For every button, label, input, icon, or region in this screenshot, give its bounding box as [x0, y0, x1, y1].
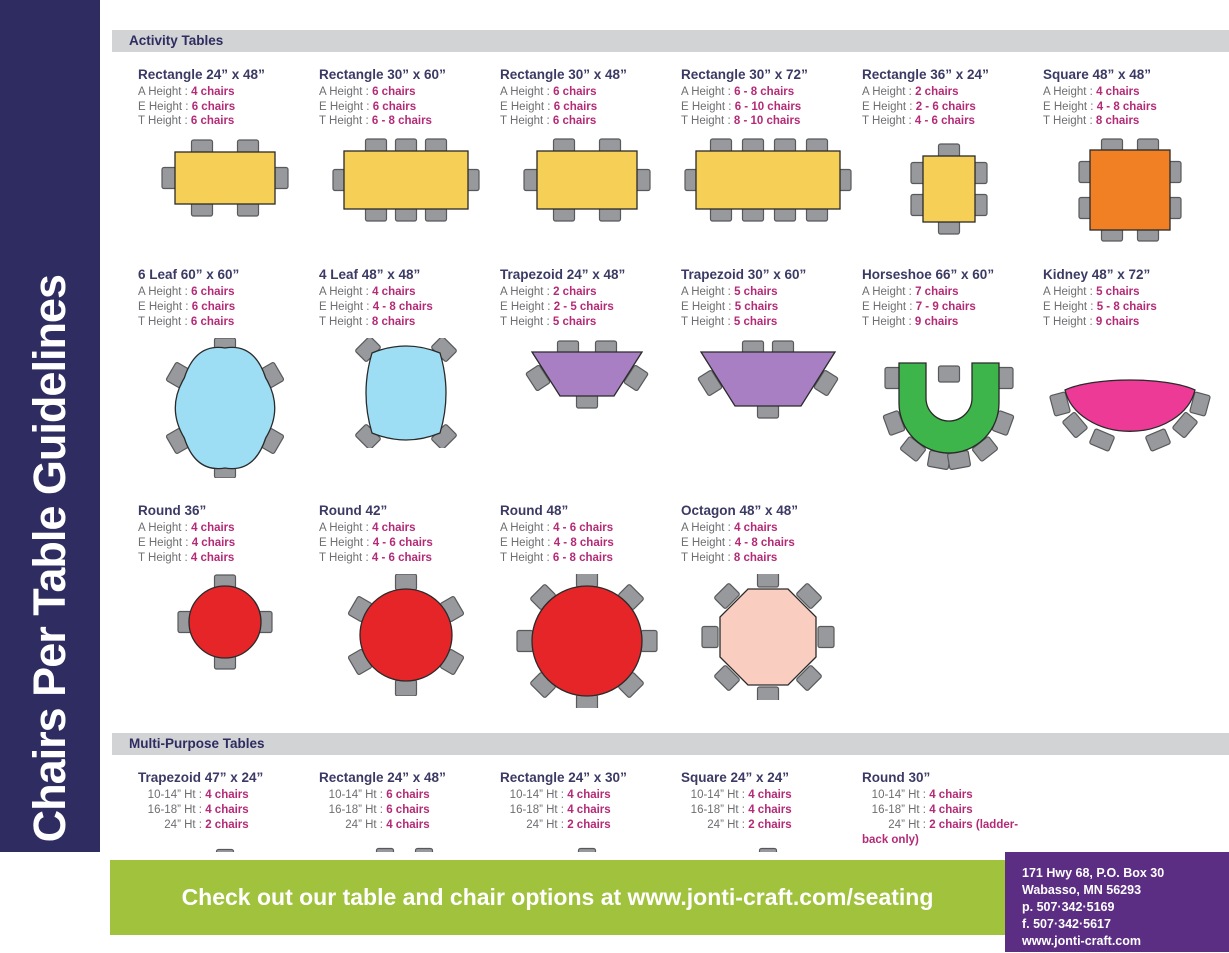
table-diagram — [683, 338, 862, 429]
trapezoid-24x48-diagram — [502, 338, 672, 414]
spec-label: T Height : — [681, 115, 731, 128]
spec-label: A Height : — [500, 522, 550, 535]
spec-label: A Height : — [681, 86, 731, 98]
table-row — [138, 503, 1229, 713]
spec-row — [681, 521, 862, 536]
spec-value: 4 chairs — [1096, 86, 1140, 98]
spec-label: E Height : — [319, 300, 370, 313]
spec-list — [500, 521, 681, 565]
spec-list — [319, 85, 500, 129]
octagon-diagram — [683, 574, 853, 700]
spec-list — [138, 521, 319, 565]
spec-value: 4 - 6 chairs — [371, 551, 432, 564]
table-name: Octagon 48” x 48” — [681, 503, 799, 519]
spec-row — [1043, 114, 1224, 129]
spec-value: 2 chairs (ladder-back only) — [862, 818, 1019, 846]
spec-list — [319, 521, 500, 565]
rect-24x48-diagram — [140, 138, 310, 218]
spec-value: 4 chairs — [567, 804, 611, 817]
spec-label: 10-14” Ht : — [690, 789, 745, 802]
round-42-diagram — [321, 574, 491, 696]
spec-label: T Height : — [681, 551, 731, 564]
rect-30x72-diagram — [683, 138, 853, 222]
table-row — [138, 67, 1229, 247]
spec-row — [138, 114, 319, 129]
spec-row — [500, 536, 681, 551]
spec-label: E Height : — [681, 100, 732, 113]
spec-row — [319, 285, 500, 300]
spec-label: T Height : — [500, 551, 550, 564]
spec-label: 10-14” Ht : — [871, 789, 926, 802]
spec-value: 8 - 10 chairs — [733, 115, 801, 128]
table-diagram — [140, 138, 319, 223]
sidebar-title: Chairs Per Table Guidelines — [24, 274, 75, 842]
table-name: 6 Leaf 60” x 60” — [138, 267, 240, 283]
table-name: Rectangle 24” x 48” — [319, 770, 446, 786]
spec-value: 2 - 6 chairs — [915, 100, 976, 113]
spec-label: E Height : — [319, 100, 370, 113]
table-name: Rectangle 24” x 30” — [500, 770, 627, 786]
spec-label: E Height : — [138, 300, 189, 313]
spec-label: T Height : — [319, 115, 369, 128]
spec-value: 4 chairs — [929, 789, 973, 802]
spec-value: 6 chairs — [553, 100, 598, 113]
spec-row — [681, 788, 862, 803]
spec-value: 6 chairs — [372, 100, 417, 113]
spec-row — [862, 818, 1043, 847]
spec-list — [500, 788, 681, 832]
address-line: 171 Hwy 68, P.O. Box 30 — [1022, 866, 1165, 880]
spec-label: 24” Ht : — [526, 818, 564, 831]
table-diagram — [140, 338, 319, 483]
spec-list — [1043, 285, 1224, 329]
table-card — [681, 67, 862, 247]
spec-row — [862, 100, 1043, 115]
spec-value: 2 chairs — [205, 818, 249, 831]
spec-list — [862, 788, 1043, 847]
sidebar — [0, 0, 100, 852]
spec-label: A Height : — [862, 286, 912, 299]
table-diagram — [140, 574, 319, 675]
spec-label: A Height : — [500, 86, 550, 98]
spec-list — [500, 285, 681, 329]
spec-value: 5 chairs — [734, 300, 779, 313]
table-card — [138, 503, 319, 713]
spec-row — [138, 803, 319, 818]
table-name: Square 24” x 24” — [681, 770, 790, 786]
spec-row — [319, 100, 500, 115]
spec-row — [681, 315, 862, 330]
spec-row — [138, 521, 319, 536]
spec-label: E Height : — [500, 300, 551, 313]
spec-row — [138, 788, 319, 803]
spec-label: 24” Ht : — [707, 818, 745, 831]
spec-label: A Height : — [138, 522, 188, 535]
spec-value: 6 chairs — [372, 86, 416, 98]
spec-row — [1043, 285, 1224, 300]
spec-value: 4 chairs — [567, 789, 611, 802]
spec-value: 6 - 8 chairs — [552, 551, 613, 564]
spec-row — [319, 114, 500, 129]
leaf-4-diagram — [321, 338, 491, 448]
spec-label: 16-18” Ht : — [690, 804, 745, 817]
spec-label: E Height : — [862, 100, 913, 113]
table-card — [862, 267, 1043, 483]
banner-text: Check out our table and chair options at www.jonti-craft.com/seating — [181, 884, 934, 910]
spec-row — [862, 300, 1043, 315]
spec-label: A Height : — [319, 86, 369, 98]
spec-value: 4 chairs — [190, 551, 235, 564]
kidney-diagram — [1045, 338, 1215, 454]
spec-value: 2 chairs — [567, 818, 611, 831]
spec-value: 4 - 6 chairs — [372, 537, 433, 550]
address-line: p. 507·342·5169 — [1022, 900, 1115, 914]
table-diagram — [864, 138, 1043, 243]
spec-value: 5 chairs — [733, 315, 778, 328]
rect-30x48-diagram — [502, 138, 672, 222]
spec-row — [681, 85, 862, 100]
table-card — [319, 267, 500, 483]
round-48-diagram — [502, 574, 672, 708]
table-name: Trapezoid 47” x 24” — [138, 770, 264, 786]
table-card — [138, 267, 319, 483]
spec-value: 8 chairs — [733, 551, 778, 564]
spec-value: 8 chairs — [371, 315, 416, 328]
table-name: Kidney 48” x 72” — [1043, 267, 1151, 283]
spec-row — [319, 300, 500, 315]
main-content — [100, 0, 1229, 852]
section-activity-tables — [100, 30, 1229, 713]
spec-value: 4 - 8 chairs — [372, 300, 433, 313]
spec-value: 4 chairs — [191, 537, 236, 550]
spec-value: 4 chairs — [205, 804, 249, 817]
spec-label: E Height : — [1043, 300, 1094, 313]
spec-value: 6 chairs — [386, 804, 430, 817]
spec-label: 16-18” Ht : — [147, 804, 202, 817]
spec-label: T Height : — [1043, 315, 1093, 328]
spec-label: T Height : — [138, 315, 188, 328]
spec-label: T Height : — [1043, 115, 1093, 128]
spec-label: 24” Ht : — [164, 818, 202, 831]
table-name: Round 36” — [138, 503, 207, 519]
spec-row — [138, 315, 319, 330]
spec-row — [1043, 100, 1224, 115]
spec-label: E Height : — [319, 537, 370, 550]
table-diagram — [321, 338, 500, 453]
spec-row — [681, 536, 862, 551]
spec-row — [138, 536, 319, 551]
spec-value: 6 chairs — [552, 115, 597, 128]
table-diagram — [1045, 138, 1224, 247]
spec-list — [862, 285, 1043, 329]
leaf-6-diagram — [140, 338, 310, 478]
spec-list — [681, 285, 862, 329]
spec-row — [138, 551, 319, 566]
spec-value: 7 - 9 chairs — [915, 300, 976, 313]
spec-value: 6 - 10 chairs — [734, 100, 802, 113]
spec-row — [500, 315, 681, 330]
spec-label: T Height : — [862, 315, 912, 328]
spec-row — [500, 114, 681, 129]
horseshoe-diagram — [864, 338, 1034, 476]
spec-list — [500, 85, 681, 129]
spec-value: 2 chairs — [748, 818, 792, 831]
table-name: Rectangle 24” x 48” — [138, 67, 265, 82]
table-name: Trapezoid 30” x 60” — [681, 267, 807, 283]
seating-banner — [110, 860, 1005, 935]
spec-value: 6 chairs — [191, 286, 235, 299]
footer — [0, 852, 1229, 952]
spec-list — [681, 521, 862, 565]
table-card — [500, 503, 681, 713]
spec-value: 6 chairs — [191, 300, 236, 313]
spec-row — [319, 536, 500, 551]
trapezoid-30x60-diagram — [683, 338, 853, 424]
spec-value: 9 chairs — [914, 315, 959, 328]
spec-label: T Height : — [319, 551, 369, 564]
table-card — [1043, 67, 1224, 247]
spec-value: 5 - 8 chairs — [1096, 300, 1157, 313]
spec-value: 4 chairs — [386, 818, 430, 831]
spec-list — [319, 788, 500, 832]
spec-row — [500, 788, 681, 803]
spec-row — [500, 285, 681, 300]
spec-row — [681, 100, 862, 115]
spec-value: 9 chairs — [1095, 315, 1140, 328]
table-diagram — [321, 138, 500, 227]
spec-row — [138, 85, 319, 100]
spec-row — [319, 818, 500, 833]
table-name: Rectangle 30” x 48” — [500, 67, 627, 82]
rect-30x60-diagram — [321, 138, 491, 222]
table-name: Round 30” — [862, 770, 931, 786]
table-diagram — [502, 138, 681, 227]
spec-label: A Height : — [1043, 286, 1093, 299]
table-name: Horseshoe 66” x 60” — [862, 267, 995, 283]
spec-row — [500, 85, 681, 100]
table-card — [319, 503, 500, 713]
table-name: Rectangle 30” x 72” — [681, 67, 808, 82]
table-card — [319, 67, 500, 247]
spec-value: 4 chairs — [748, 804, 792, 817]
spec-list — [862, 85, 1043, 129]
spec-row — [138, 818, 319, 833]
spec-label: 16-18” Ht : — [509, 804, 564, 817]
spec-list — [138, 85, 319, 129]
spec-row — [319, 85, 500, 100]
spec-value: 4 - 6 chairs — [553, 522, 614, 535]
address-box — [1005, 852, 1229, 952]
spec-row — [862, 315, 1043, 330]
spec-value: 7 chairs — [915, 286, 959, 299]
spec-value: 6 - 8 chairs — [371, 115, 432, 128]
table-card — [1043, 267, 1224, 483]
spec-value: 6 chairs — [553, 86, 597, 98]
spec-label: A Height : — [138, 286, 188, 299]
spec-row — [681, 285, 862, 300]
spec-label: E Height : — [862, 300, 913, 313]
spec-row — [319, 788, 500, 803]
spec-value: 2 - 5 chairs — [553, 300, 614, 313]
spec-value: 6 chairs — [190, 115, 235, 128]
square-48-diagram — [1045, 138, 1215, 242]
spec-label: E Height : — [500, 100, 551, 113]
spec-value: 5 chairs — [734, 286, 778, 299]
spec-value: 6 chairs — [190, 315, 235, 328]
spec-value: 4 chairs — [191, 522, 235, 535]
spec-label: T Height : — [138, 551, 188, 564]
section-header: Activity Tables — [112, 30, 1229, 52]
table-card — [681, 267, 862, 483]
table-name: Rectangle 30” x 60” — [319, 67, 446, 82]
spec-list — [1043, 85, 1224, 129]
spec-label: A Height : — [319, 286, 369, 299]
spec-value: 4 chairs — [748, 789, 792, 802]
spec-row — [681, 114, 862, 129]
spec-value: 2 chairs — [915, 86, 959, 98]
spec-value: 6 chairs — [191, 100, 236, 113]
table-name: 4 Leaf 48” x 48” — [319, 267, 421, 283]
spec-row — [1043, 315, 1224, 330]
spec-row — [500, 551, 681, 566]
table-card — [681, 503, 862, 713]
table-diagram — [683, 138, 862, 227]
spec-label: A Height : — [681, 286, 731, 299]
spec-label: 16-18” Ht : — [328, 804, 383, 817]
round-36-diagram — [140, 574, 310, 670]
table-name: Square 48” x 48” — [1043, 67, 1152, 82]
spec-row — [862, 114, 1043, 129]
spec-value: 6 chairs — [386, 789, 430, 802]
spec-row — [319, 521, 500, 536]
spec-row — [500, 300, 681, 315]
spec-row — [500, 100, 681, 115]
spec-row — [681, 551, 862, 566]
spec-label: T Height : — [319, 315, 369, 328]
spec-row — [319, 803, 500, 818]
spec-label: 16-18” Ht : — [871, 804, 926, 817]
spec-value: 4 chairs — [372, 286, 416, 299]
table-diagram — [321, 574, 500, 701]
spec-row — [319, 551, 500, 566]
address-line: f. 507·342·5617 — [1022, 917, 1111, 931]
table-diagram — [502, 338, 681, 419]
spec-value: 2 chairs — [553, 286, 597, 299]
spec-label: A Height : — [319, 522, 369, 535]
spec-list — [681, 788, 862, 832]
spec-value: 4 chairs — [191, 86, 235, 98]
table-diagram — [683, 574, 862, 705]
spec-value: 4 - 8 chairs — [553, 537, 614, 550]
spec-label: 24” Ht : — [888, 818, 926, 831]
spec-list — [681, 85, 862, 129]
table-diagram — [864, 338, 1043, 481]
spec-label: 10-14” Ht : — [147, 789, 202, 802]
spec-label: 10-14” Ht : — [328, 789, 383, 802]
table-diagram — [502, 574, 681, 713]
spec-label: E Height : — [681, 300, 732, 313]
table-card — [862, 67, 1043, 247]
spec-value: 4 chairs — [205, 789, 249, 802]
spec-row — [1043, 300, 1224, 315]
spec-row — [138, 285, 319, 300]
spec-value: 5 chairs — [552, 315, 597, 328]
table-row — [138, 267, 1229, 483]
spec-row — [138, 300, 319, 315]
spec-label: T Height : — [681, 315, 731, 328]
spec-row — [862, 803, 1043, 818]
spec-label: 10-14” Ht : — [509, 789, 564, 802]
spec-value: 4 - 6 chairs — [914, 115, 975, 128]
spec-label: T Height : — [138, 115, 188, 128]
spec-row — [862, 85, 1043, 100]
table-card — [500, 267, 681, 483]
spec-row — [500, 521, 681, 536]
spec-label: T Height : — [862, 115, 912, 128]
spec-label: E Height : — [1043, 100, 1094, 113]
section-header: Multi-Purpose Tables — [112, 733, 1229, 755]
spec-value: 8 chairs — [1095, 115, 1140, 128]
spec-row — [138, 100, 319, 115]
table-card — [138, 67, 319, 247]
spec-label: A Height : — [500, 286, 550, 299]
spec-label: T Height : — [500, 315, 550, 328]
spec-row — [862, 788, 1043, 803]
table-name: Rectangle 36” x 24” — [862, 67, 989, 82]
spec-label: T Height : — [500, 115, 550, 128]
table-diagram — [1045, 338, 1224, 459]
spec-value: 6 - 8 chairs — [734, 86, 795, 98]
table-name: Round 42” — [319, 503, 388, 519]
spec-label: A Height : — [138, 86, 188, 98]
spec-list — [138, 285, 319, 329]
spec-label: 24” Ht : — [345, 818, 383, 831]
spec-label: E Height : — [138, 537, 189, 550]
table-name: Round 48” — [500, 503, 569, 519]
spec-value: 4 chairs — [734, 522, 778, 535]
spec-row — [681, 803, 862, 818]
spec-row — [319, 315, 500, 330]
spec-row — [500, 818, 681, 833]
spec-label: A Height : — [862, 86, 912, 98]
spec-label: E Height : — [138, 100, 189, 113]
spec-label: E Height : — [500, 537, 551, 550]
table-name: Trapezoid 24” x 48” — [500, 267, 626, 283]
rect-36x24-diagram — [864, 138, 1034, 238]
spec-value: 4 chairs — [929, 804, 973, 817]
spec-value: 4 - 8 chairs — [734, 537, 795, 550]
spec-row — [681, 300, 862, 315]
spec-value: 5 chairs — [1096, 286, 1140, 299]
address-line: www.jonti-craft.com — [1022, 934, 1141, 948]
spec-label: E Height : — [681, 537, 732, 550]
spec-row — [862, 285, 1043, 300]
spec-list — [319, 285, 500, 329]
address-line: Wabasso, MN 56293 — [1022, 883, 1142, 897]
spec-label: A Height : — [1043, 86, 1093, 98]
spec-value: 4 - 8 chairs — [1096, 100, 1157, 113]
spec-list — [138, 788, 319, 832]
table-card — [500, 67, 681, 247]
spec-row — [681, 818, 862, 833]
spec-row — [1043, 85, 1224, 100]
spec-row — [500, 803, 681, 818]
spec-label: A Height : — [681, 522, 731, 535]
spec-value: 4 chairs — [372, 522, 416, 535]
